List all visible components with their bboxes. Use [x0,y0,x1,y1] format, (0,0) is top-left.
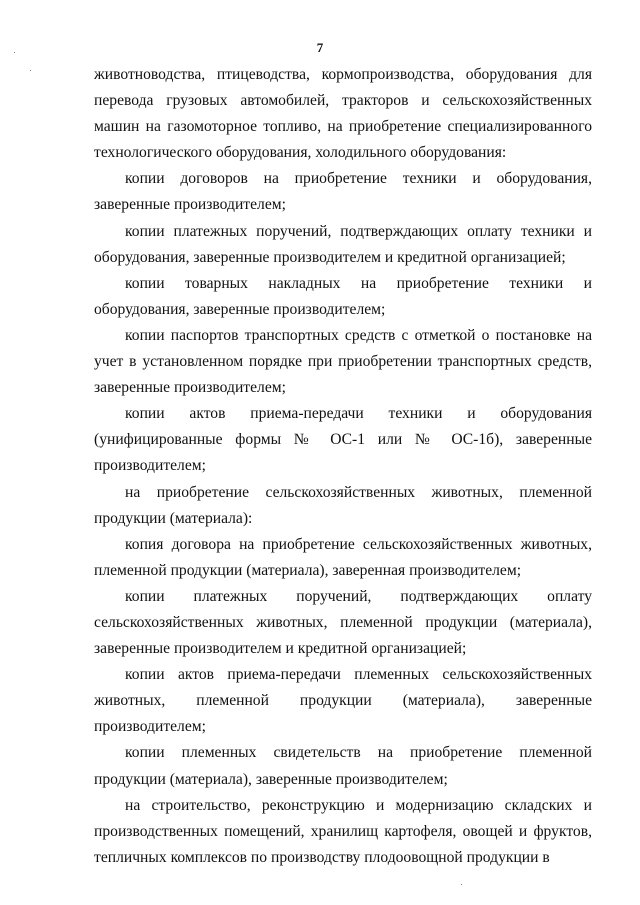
paragraph: копия договора на приобретение сельскохозяйственных животных, племенной продукции (материала), заверенная производителем; [94,535,592,579]
paragraph: животноводства, птицеводства, кормопроизводства, оборудования для перевода грузовых автомобилей, тракторов и сельскохозяйственных машин на газомоторное топливо, на приобретение специализированного технологического оборудования, холодильного оборудования: [94,66,592,162]
paragraph: на строительство, реконструкцию и модернизацию складских и производственных помещений, хранилищ картофеля, овощей и фруктов, тепличных комплексов по производству плодоовощной продукции в [94,796,592,866]
scan-speck [30,70,31,71]
paragraph: копии племенных свидетельств на приобретение племенной продукции (материала), заверенные производителем; [94,744,592,788]
paragraph: на приобретение сельскохозяйственных животных, племенной продукции (материала): [94,483,592,527]
page-number: 7 [316,40,324,55]
scan-speck [461,884,462,885]
paragraph: копии товарных накладных на приобретение техники и оборудования, заверенные производителем; [94,274,592,318]
paragraph: копии актов приема-передачи техники и оборудования (унифицированные формы № ОС-1 или № ОС-1б), заверенные производителем; [94,405,592,475]
scan-speck [14,52,15,53]
paragraph: копии актов приема-передачи племенных сельскохозяйственных животных, племенной продукции (материала), заверенные производителем; [94,666,592,736]
document-body [94,62,592,871]
paragraph: копии платежных поручений, подтверждающих оплату техники и оборудования, заверенные производителем и кредитной организацией; [94,222,592,266]
paragraph: копии договоров на приобретение техники и оборудования, заверенные производителем; [94,170,592,214]
paragraph: копии платежных поручений, подтверждающих оплату сельскохозяйственных животных, племенной продукции (материала), заверенные производителем и кредитной организацией; [94,587,592,658]
paragraph: копии паспортов транспортных средств с отметкой о постановке на учет в установленном порядке при приобретении транспортных средств, заверенные производителем; [94,326,592,397]
